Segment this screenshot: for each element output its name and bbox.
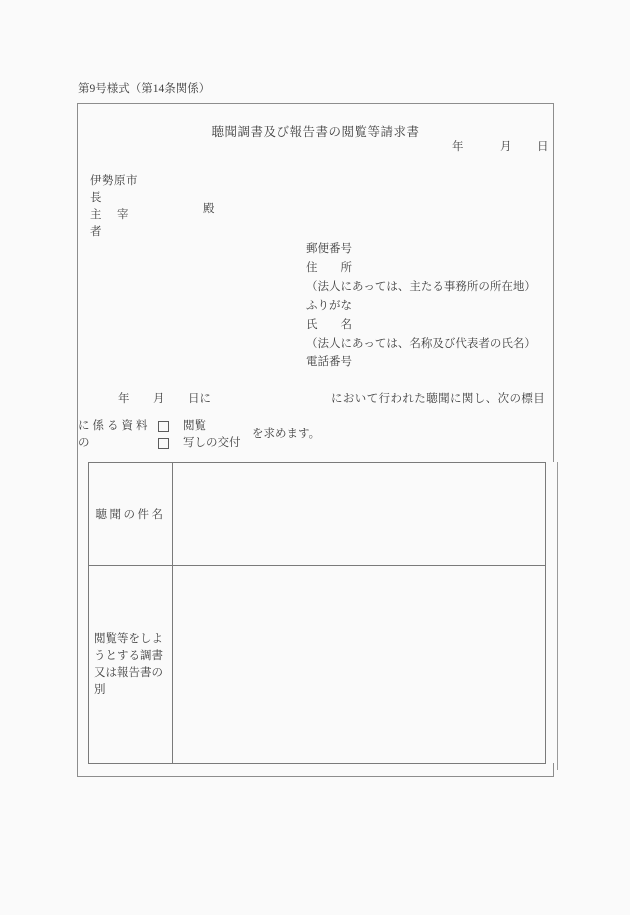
frame-border-right-upper <box>553 103 554 462</box>
checkbox-copy-issue-label: 写しの交付 <box>183 437 241 449</box>
recipient-title-presider-2: 者 <box>90 226 102 238</box>
checkbox-inspection-label: 閲覧 <box>183 420 206 432</box>
document-type-header-line2: うとする調書 <box>94 649 163 662</box>
postal-code-label: 郵便番号 <box>306 243 352 255</box>
page-title: 聴聞調書及び報告書の閲覧等請求書 <box>211 125 420 139</box>
form-number-label: 第9号様式（第14条関係） <box>78 83 211 95</box>
document-type-header <box>89 566 172 763</box>
hearing-case-name-cell <box>173 463 545 565</box>
header-date-month-label: 月 <box>500 141 512 153</box>
name-label: 氏 名 <box>306 318 352 331</box>
name-corporate-note: （法人にあっては、名称及び代表者の氏名） <box>306 337 536 350</box>
recipient-title-presider: 主 宰 <box>90 209 131 221</box>
frame-border-top <box>77 103 554 104</box>
document-type-cell <box>173 566 545 763</box>
frame-border-right-lower <box>553 763 554 777</box>
frame-outer-right-line <box>557 462 558 770</box>
request-date-day-label: 日に <box>188 393 211 405</box>
header-date-day-label: 日 <box>537 141 549 153</box>
applicant-fields-block <box>306 240 536 372</box>
recipient-block <box>90 172 138 240</box>
recipient-honorific: 殿 <box>203 203 215 215</box>
document-type-header-line3: 又は報告書の <box>94 666 163 679</box>
phone-number-label: 電話番号 <box>306 356 352 369</box>
request-closing-text: を求めます。 <box>252 428 321 440</box>
checkbox-inspection[interactable] <box>158 421 169 432</box>
request-date-year-label: 年 <box>118 393 130 405</box>
frame-border-bottom <box>77 776 554 777</box>
checkbox-copy-issue[interactable] <box>158 438 169 449</box>
recipient-city: 伊勢原市 <box>90 175 138 187</box>
request-subject-line2: の <box>78 437 90 449</box>
furigana-label: ふりがな <box>306 299 352 312</box>
hearing-case-name-header: 聴聞の件名 <box>95 509 166 521</box>
request-subject-line1: に係る資料 <box>78 420 151 432</box>
document-type-header-line4: 別 <box>94 683 106 696</box>
address-label: 住 所 <box>306 261 352 274</box>
request-items-table <box>88 462 546 764</box>
document-type-header-line1: 閲覧等をしよ <box>94 632 163 645</box>
header-date-year-label: 年 <box>452 141 464 153</box>
request-date-month-label: 月 <box>153 393 165 405</box>
recipient-title-mayor: 長 <box>90 192 102 204</box>
address-corporate-note: （法人にあっては、主たる事務所の所在地） <box>306 280 536 293</box>
request-clause-text: において行われた聴聞に関し、次の標目 <box>331 393 546 405</box>
